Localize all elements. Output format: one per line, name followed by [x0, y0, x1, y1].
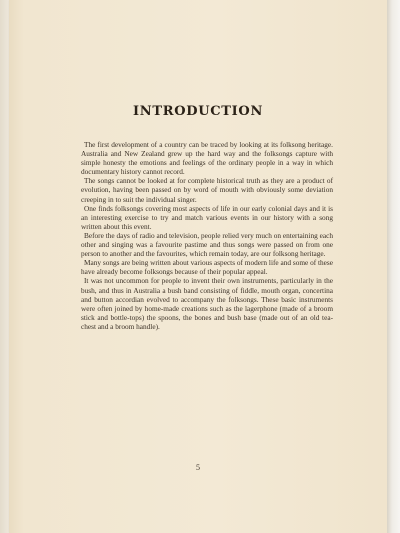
page-number: 5	[196, 463, 200, 472]
book-page	[9, 0, 387, 533]
body-text	[81, 140, 333, 331]
paragraph: One finds folksongs covering most aspects of life in our early colonial days and it is an interesting exercise to try and match various events in our history with a song written about this event.	[81, 203, 333, 231]
paragraph: Many songs are being written about various aspects of modern life and some of these have already become folksongs because of their popular appeal.	[81, 258, 333, 277]
paragraph: The songs cannot be looked at for complete historical truth as they are a product of evolution, having been passed on by word of mouth with obviously some deviation creeping in to suit the individual singer.	[81, 176, 333, 204]
paragraph: It was not uncommon for people to invent their own instruments, particularly in the bush, and thus in Australia a bush band consisting of fiddle, mouth organ, concertina and button accordian evolved to accompany the folksongs. These basic instruments were often joined by home-made creations such as the lagerphone (made of a broom stick and bottle-tops) the spoons, the bones and bush base (made out of an old tea-chest and a broom handle).	[81, 276, 333, 331]
page-edge	[387, 0, 400, 533]
paragraph: The first development of a country can be traced by looking at its folksong heritage. Australia and New Zealand grew up the hard way and the folksongs capture with simple honesty the emotions and feelings of the ordinary people in a way in which documentary history cannot record.	[81, 140, 333, 177]
page-title: INTRODUCTION	[132, 104, 264, 119]
paragraph: Before the days of radio and television, people relied very much on entertaining each other and singing was a favourite pastime and thus songs were passed on from one person to another and the favourites, which remain today, are our folksong heritage.	[81, 230, 333, 259]
